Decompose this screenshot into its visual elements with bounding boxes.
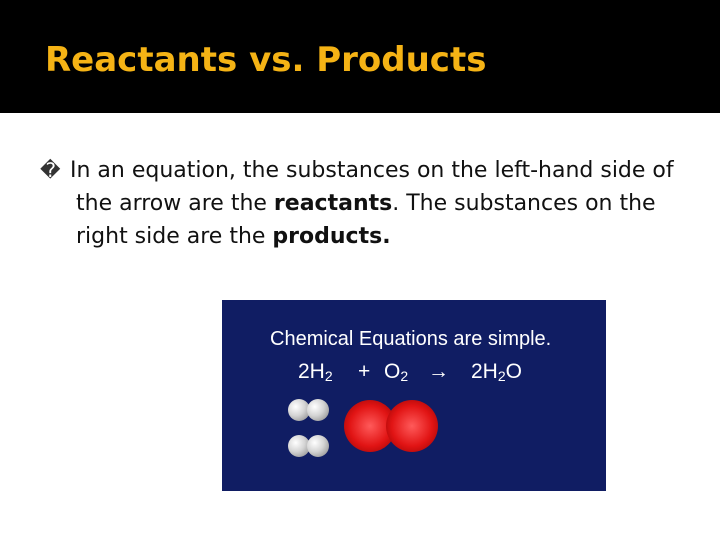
term1-coefficient: 2H xyxy=(298,360,325,383)
title-bar xyxy=(0,0,720,113)
term2-subscript: 2 xyxy=(400,368,409,384)
term2-symbol: O xyxy=(384,360,401,383)
oxygen-atom-icon xyxy=(386,400,438,452)
equation-term-water xyxy=(471,360,522,384)
equation-term-oxygen xyxy=(384,360,408,384)
equation-term-hydrogen xyxy=(298,360,333,384)
hydrogen-atom-icon xyxy=(307,435,329,457)
hydrogen-atom-icon xyxy=(307,399,329,421)
products-term: products. xyxy=(272,224,391,249)
bullet-glyph: � xyxy=(40,158,61,182)
slide-title: Reactants vs. Products xyxy=(45,40,487,80)
product-prefix: 2H xyxy=(471,360,498,383)
equation-plus: + xyxy=(358,360,371,383)
product-subscript: 2 xyxy=(497,368,506,384)
chemical-equation-figure xyxy=(222,300,606,491)
reactants-term: reactants xyxy=(273,191,393,216)
product-suffix: O xyxy=(505,360,522,383)
body-text xyxy=(40,154,700,253)
term1-subscript: 2 xyxy=(324,368,333,384)
paragraph-text-part2: . The substances on the right side are the xyxy=(76,191,656,249)
paragraph-text-part1: In an equation, the substances on the left-hand side of the arrow are the xyxy=(70,158,674,216)
figure-caption: Chemical Equations are simple. xyxy=(270,328,552,350)
bullet-paragraph xyxy=(40,154,700,253)
reaction-arrow-icon: → xyxy=(428,360,449,383)
